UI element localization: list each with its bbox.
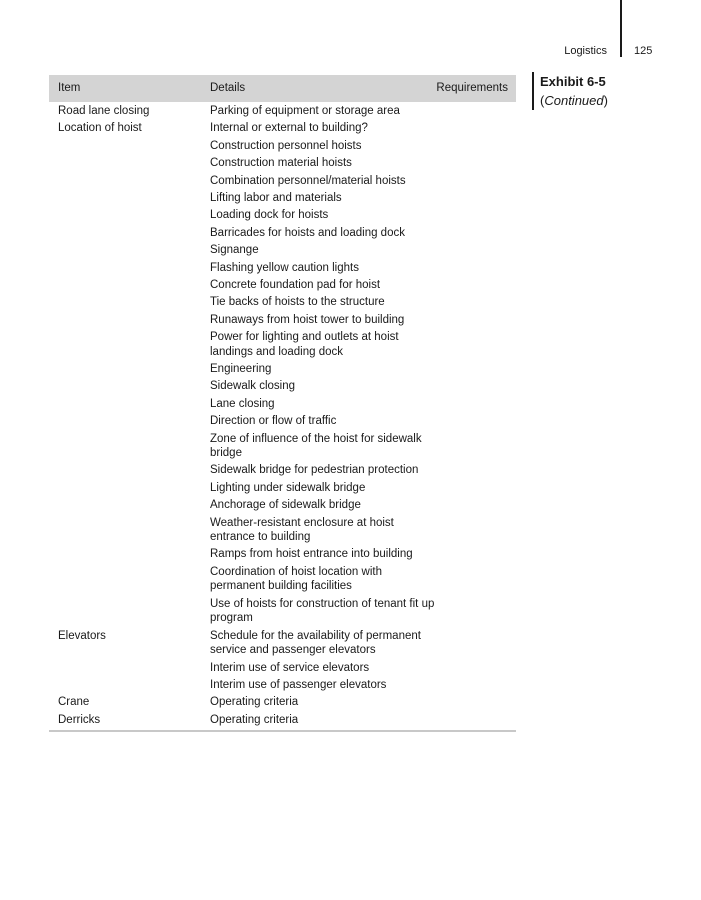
row-details: Loading dock for hoists	[210, 209, 329, 222]
table-row	[49, 156, 516, 171]
running-head: Logistics	[564, 45, 607, 57]
table-row	[49, 313, 516, 328]
row-details: Parking of equipment or storage area	[210, 105, 400, 117]
table-row	[49, 139, 516, 154]
row-item	[49, 678, 210, 693]
row-item	[49, 481, 210, 496]
row-details: Weather-resistant enclosure at hoist entrance to building	[210, 516, 394, 544]
table-row	[49, 629, 516, 658]
exhibit-subtitle: (Continued)	[540, 93, 608, 108]
row-item	[49, 208, 210, 223]
row-item	[49, 278, 210, 293]
logistics-table	[49, 75, 516, 732]
row-details: Flashing yellow caution lights	[210, 261, 359, 274]
row-item	[49, 463, 210, 478]
row-item	[49, 498, 210, 513]
row-item	[49, 565, 210, 594]
row-details: Concrete foundation pad for hoist	[210, 278, 381, 291]
row-item	[49, 243, 210, 258]
row-details: Combination personnel/material hoists	[210, 174, 406, 187]
exhibit-subtitle-text: Continued	[544, 93, 604, 108]
table-row	[49, 278, 516, 293]
row-details: Sidewalk bridge for pedestrian protection	[210, 464, 419, 477]
column-header-item: Item	[58, 82, 81, 94]
row-item	[49, 432, 210, 461]
row-details: Ramps from hoist entrance into building	[210, 548, 413, 561]
table-row	[49, 226, 516, 241]
table-row	[49, 661, 516, 676]
row-details: Anchorage of sidewalk bridge	[210, 499, 361, 512]
row-details: Runaways from hoist tower to building	[210, 313, 405, 326]
row-details: Direction or flow of traffic	[210, 415, 337, 428]
table-row	[49, 565, 516, 594]
row-details: Tie backs of hoists to the structure	[210, 296, 385, 309]
table-row	[49, 695, 516, 710]
row-details: Interim use of service elevators	[210, 661, 370, 674]
row-item	[49, 226, 210, 241]
table-body	[49, 102, 516, 727]
row-details: Lifting labor and materials	[210, 191, 342, 204]
table-row	[49, 208, 516, 223]
row-item	[49, 516, 210, 545]
row-details: Lane closing	[210, 397, 275, 410]
table-bottom-rule	[49, 730, 516, 732]
row-item: Road lane closing	[58, 105, 150, 117]
row-item	[49, 547, 210, 562]
table-row	[49, 498, 516, 513]
row-item	[49, 313, 210, 328]
table-row	[49, 104, 516, 119]
row-item	[49, 261, 210, 276]
row-item	[49, 139, 210, 154]
row-item: Crane	[58, 696, 90, 709]
header-rule	[620, 0, 622, 57]
row-details: Operating criteria	[210, 713, 299, 726]
row-details: Internal or external to building?	[210, 122, 368, 135]
table-row	[49, 397, 516, 412]
row-details: Use of hoists for construction of tenant fit up program	[210, 597, 435, 625]
row-details: Operating criteria	[210, 696, 299, 709]
row-details: Coordination of hoist location with permanent building facilities	[210, 565, 382, 593]
row-item	[49, 379, 210, 394]
table-row	[49, 432, 516, 461]
row-details: Signange	[210, 244, 259, 257]
row-item	[49, 414, 210, 429]
table-row	[49, 121, 516, 136]
row-details: Interim use of passenger elevators	[210, 678, 387, 691]
table-row	[49, 481, 516, 496]
table-row	[49, 516, 516, 545]
table-row	[49, 597, 516, 626]
row-item	[49, 295, 210, 310]
table-row	[49, 678, 516, 693]
table-row	[49, 379, 516, 394]
row-details: Zone of influence of the hoist for sidewalk bridge	[210, 432, 422, 460]
row-details: Construction material hoists	[210, 157, 352, 170]
row-details: Sidewalk closing	[210, 380, 296, 393]
exhibit-title: Exhibit 6-5	[540, 74, 606, 89]
table-row	[49, 174, 516, 189]
row-details: Engineering	[210, 362, 272, 375]
table-row	[49, 362, 516, 377]
table-row	[49, 243, 516, 258]
row-item	[49, 597, 210, 626]
row-item: Elevators	[58, 629, 106, 642]
row-item	[49, 661, 210, 676]
row-item	[49, 156, 210, 171]
table-row	[49, 547, 516, 562]
row-details: Schedule for the availability of permanent service and passenger elevators	[210, 629, 421, 657]
exhibit-label	[532, 72, 608, 110]
row-item	[49, 397, 210, 412]
table-row	[49, 414, 516, 429]
table-row	[49, 463, 516, 478]
table-row	[49, 261, 516, 276]
row-item	[49, 174, 210, 189]
table-row	[49, 191, 516, 206]
row-item	[49, 330, 210, 359]
row-item	[49, 362, 210, 377]
row-details: Lighting under sidewalk bridge	[210, 481, 366, 494]
table-header	[49, 75, 516, 102]
row-item: Derricks	[58, 713, 101, 726]
table-row	[49, 295, 516, 310]
row-details: Construction personnel hoists	[210, 139, 362, 152]
column-header-requirements: Requirements	[436, 82, 508, 94]
row-item	[49, 191, 210, 206]
table-row	[49, 330, 516, 359]
column-header-details: Details	[210, 82, 246, 94]
table-row	[49, 713, 516, 728]
row-item: Location of hoist	[58, 122, 142, 135]
page-number: 125	[634, 45, 653, 57]
row-details: Barricades for hoists and loading dock	[210, 226, 405, 239]
row-details: Power for lighting and outlets at hoist landings and loading dock	[210, 331, 399, 358]
